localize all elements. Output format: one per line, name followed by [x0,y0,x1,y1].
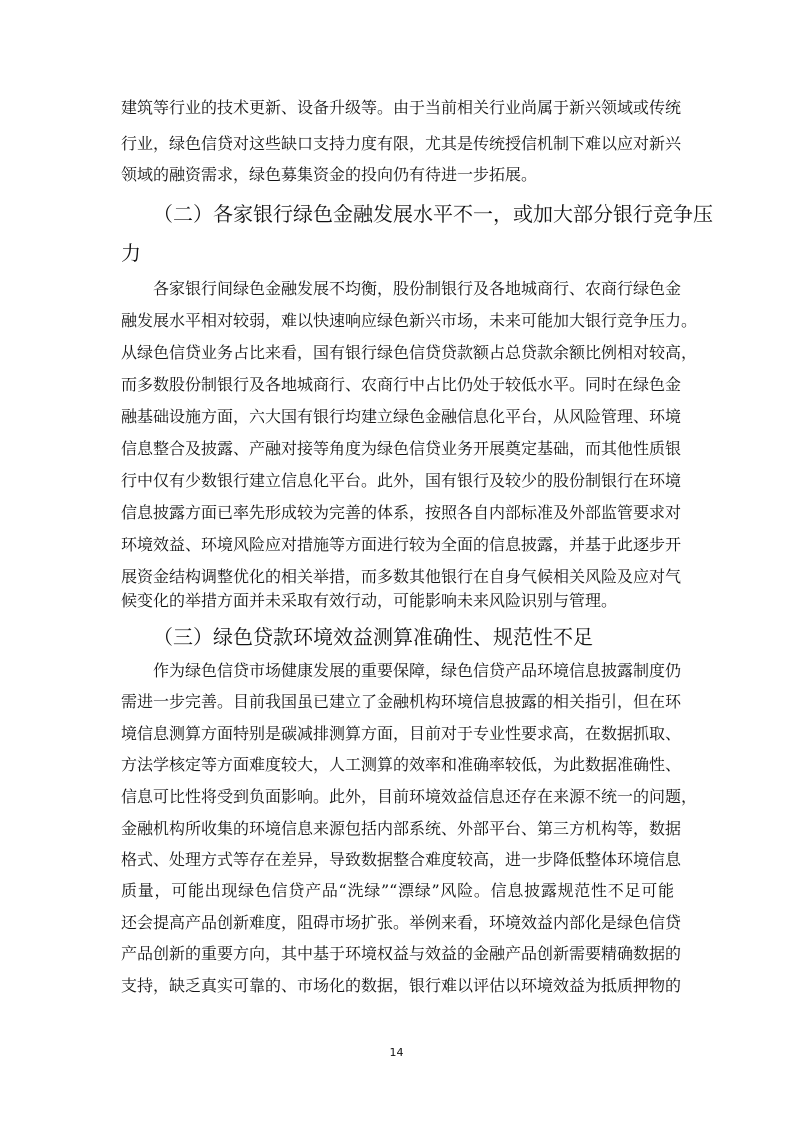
paragraph-line: 信息整合及披露、产融对接等角度为绿色信贷业务开展奠定基础，而其他性质银 [121,439,682,458]
paragraph-line: 需进一步完善。目前我国虽已建立了金融机构环境信息披露的相关指引，但在环 [121,692,682,711]
paragraph-line: 还会提高产品创新难度，阻碍市场扩张。举例来看，环境效益内部化是绿色信贷 [121,913,682,932]
paragraph-line: 融发展水平相对较弱，难以快速响应绿色新兴市场，未来可能加大银行竞争压力。 [121,311,698,330]
paragraph-line: 信息披露方面已率先形成较为完善的体系，按照各自内部标准及外部监管要求对 [121,503,682,522]
paragraph-line: 融基础设施方面，六大国有银行均建立绿色金融信息化平台，从风险管理、环境 [121,407,682,426]
paragraph-line: 展资金结构调整优化的相关举措，而多数其他银行在自身气候相关风险及应对气 [121,567,682,586]
paragraph-line: 支持，缺乏真实可靠的、市场化的数据，银行难以评估以环境效益为抵质押物的 [121,976,682,995]
paragraph-line: 作为绿色信贷市场健康发展的重要保障，绿色信贷产品环境信息披露制度仍 [153,661,682,680]
paragraph-line: 领域的融资需求，绿色募集资金的投向仍有待进一步拓展。 [121,165,538,184]
page-number: 14 [389,1046,404,1059]
paragraph-line: 建筑等行业的技术更新、设备升级等。由于当前相关行业尚属于新兴领域或传统 [121,98,682,117]
paragraph-line: 而多数股份制银行及各地城商行、农商行中占比仍处于较低水平。同时在绿色金 [121,375,682,394]
paragraph-line: 格式、处理方式等存在差异，导致数据整合难度较高，进一步降低整体环境信息 [121,850,682,869]
paragraph-line: 环境效益、环境风险应对措施等方面进行较为全面的信息披露，并基于此逐步开 [121,535,682,554]
paragraph-line: 行中仅有少数银行建立信息化平台。此外，国有银行及较少的股份制银行在环境 [121,471,682,490]
section-heading-2-continued: 力 [121,241,141,265]
paragraph-line: 产品创新的重要方向，其中基于环境权益与效益的金融产品创新需要精确数据的 [121,944,682,963]
paragraph-line: 境信息测算方面特别是碳减排测算方面，目前对于专业性要求高，在数据抓取、 [121,724,682,743]
section-heading-2: （二）各家银行绿色金融发展水平不一，或加大部分银行竞争压 [153,202,713,226]
paragraph-line: 各家银行间绿色金融发展不均衡，股份制银行及各地城商行、农商行绿色金 [153,279,682,298]
paragraph-line: 金融机构所收集的环境信息来源包括内部系统、外部平台、第三方机构等，数据 [121,819,682,838]
paragraph-line: 信息可比性将受到负面影响。此外，目前环境效益信息还存在来源不统一的问题， [121,787,698,806]
section-heading-3: （三）绿色贷款环境效益测算准确性、规范性不足 [153,625,593,649]
paragraph-line: 行业，绿色信贷对这些缺口支持力度有限，尤其是传统授信机制下难以应对新兴 [121,134,682,153]
paragraph-line: 从绿色信贷业务占比来看，国有银行绿色信贷贷款额占总贷款余额比例相对较高， [121,343,698,362]
paragraph-line: 方法学核定等方面难度较大，人工测算的效率和准确率较低，为此数据准确性、 [121,755,682,774]
paragraph-line: 质量，可能出现绿色信贷产品“洗绿”“漂绿”风险。信息披露规范性不足可能 [121,881,674,900]
paragraph-line: 候变化的举措方面并未采取有效行动，可能影响未来风险识别与管理。 [121,591,618,610]
